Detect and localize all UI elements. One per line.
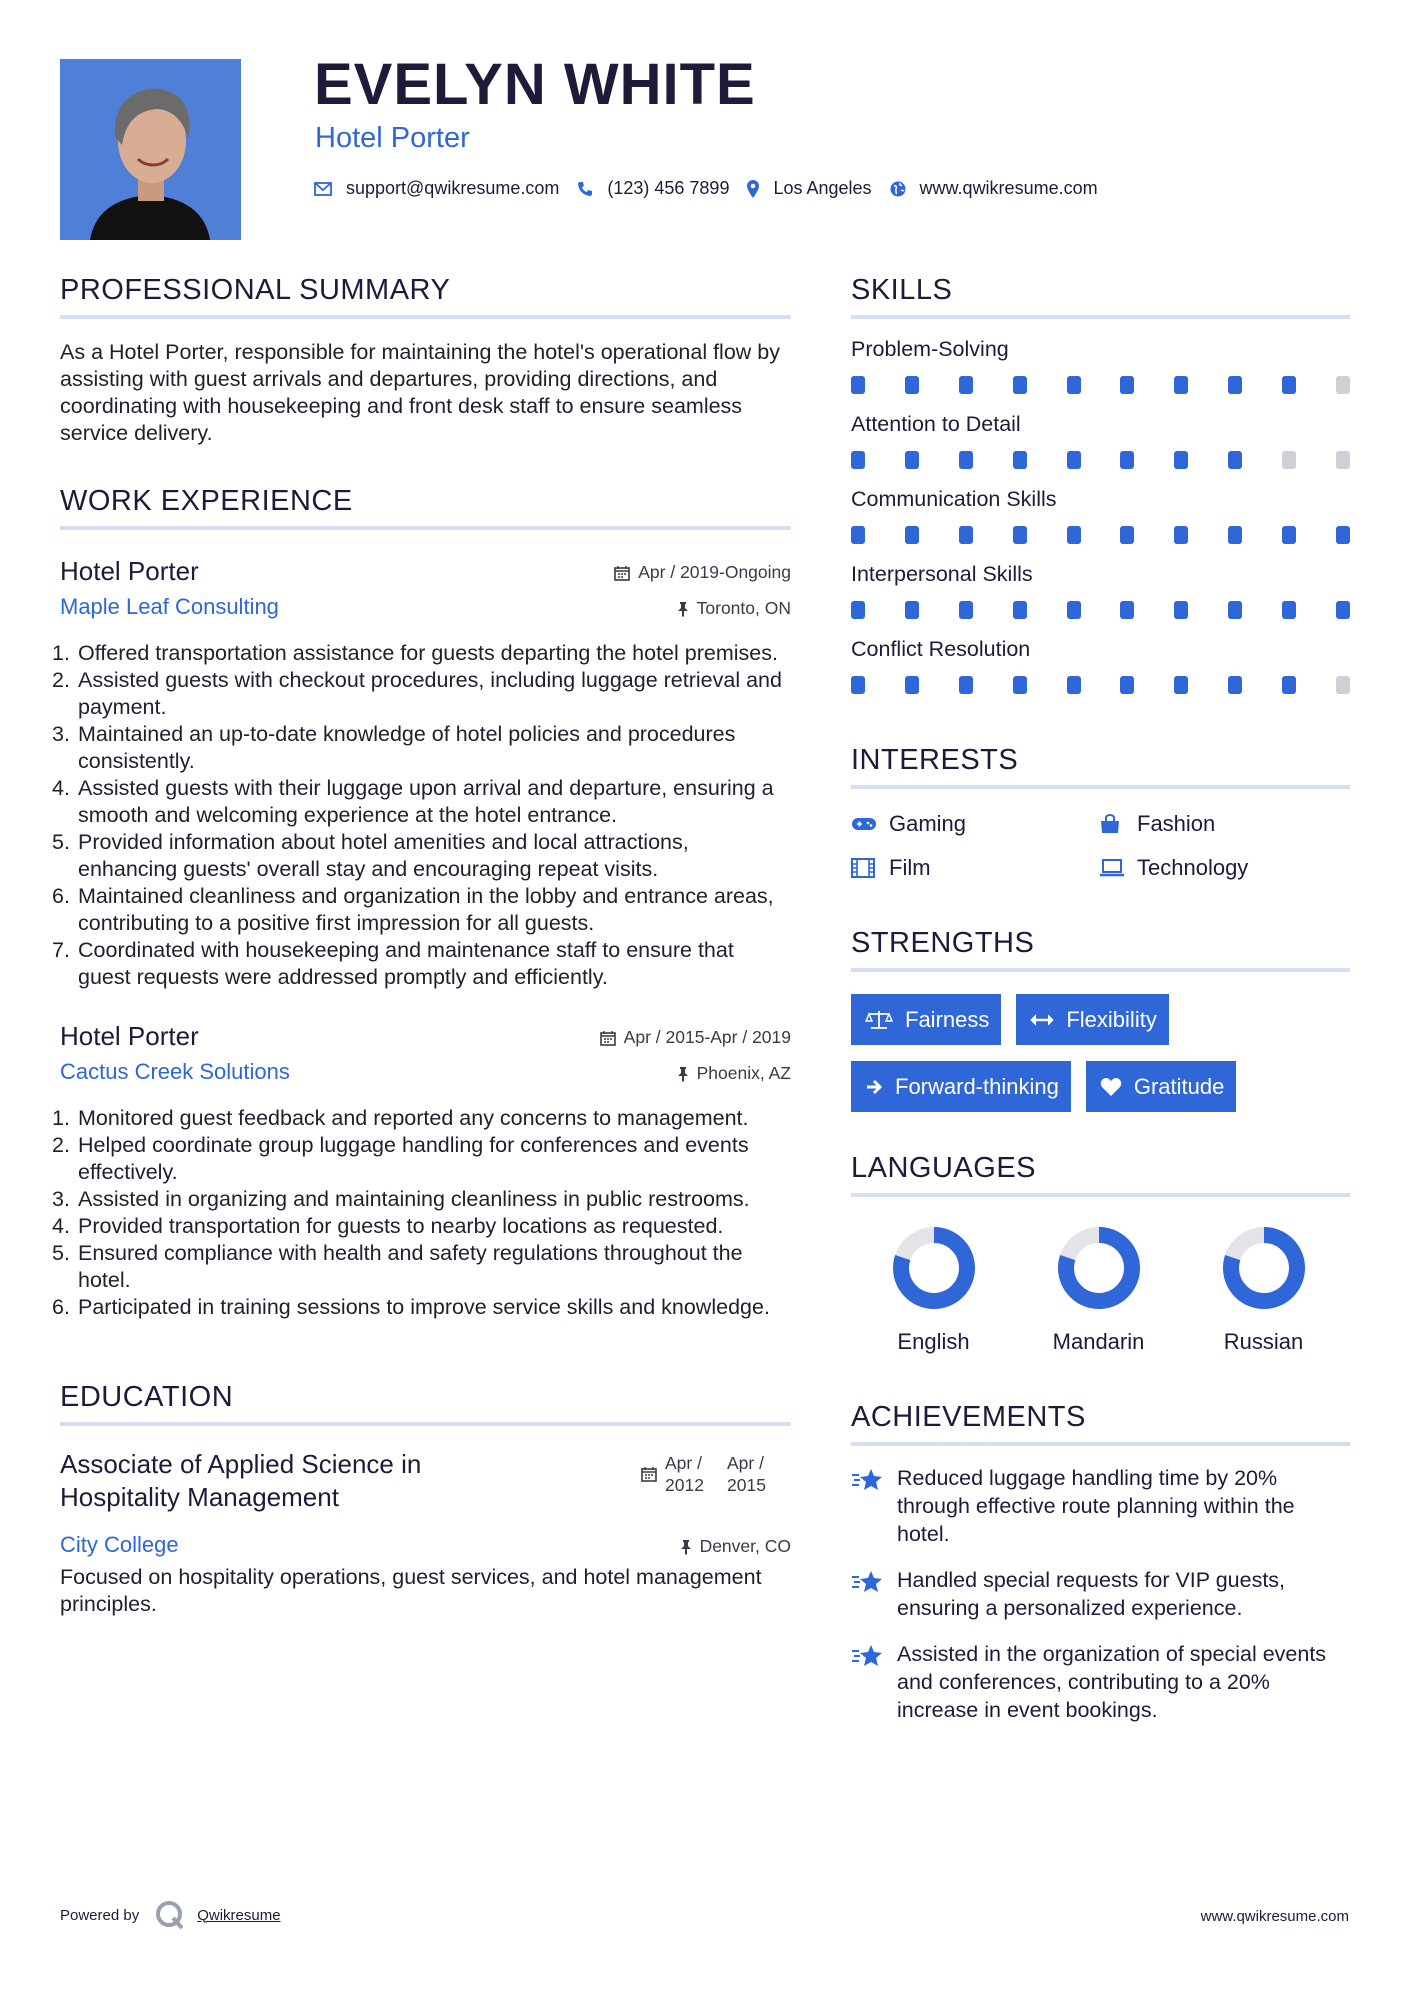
strength-badge (1016, 994, 1168, 1045)
rating-dot-filled (851, 676, 865, 694)
skill-name: Conflict Resolution (851, 637, 1031, 661)
envelope-icon (314, 182, 332, 196)
achievement-text: Reduced luggage handling time by 20% through effective route planning within the hotel. (897, 1466, 1295, 1546)
skill-name: Communication Skills (851, 487, 1057, 511)
strength-label: Flexibility (1066, 1006, 1157, 1032)
list-item: 7. Coordinated with housekeeping and maintenance staff to ensure that guest requests were addressed promptly and efficiently. (52, 938, 734, 989)
rating-dot-filled (1174, 676, 1188, 694)
skills-heading: SKILLS (851, 274, 1350, 319)
rating-dot-filled (959, 526, 973, 544)
rating-dot-filled (1120, 376, 1134, 394)
list-item: 2. Helped coordinate group luggage handling for conferences and events effectively. (52, 1133, 749, 1184)
rating-dot-filled (1228, 451, 1242, 469)
rating-dot-filled (1013, 451, 1027, 469)
achievement-item (851, 1566, 1350, 1622)
rating-dot-filled (1120, 601, 1134, 619)
calendar-icon (600, 1030, 616, 1046)
interests-heading: INTERESTS (851, 744, 1350, 789)
language-name: Russian (1223, 1329, 1304, 1354)
job-location (677, 598, 791, 619)
rating-dot-empty (1282, 451, 1296, 469)
rating-dot-filled (1174, 526, 1188, 544)
skill-item (851, 412, 1350, 469)
interest-label: Film (889, 855, 931, 880)
left-column (52, 274, 791, 1618)
skill-rating (851, 451, 1350, 469)
list-item: 1. Offered transportation assistance for guests departing the hotel premises. (52, 641, 778, 665)
laptop-icon (1099, 859, 1137, 877)
job-role: Hotel Porter (60, 1021, 199, 1051)
rating-dot-filled (905, 526, 919, 544)
interest-item (1099, 855, 1349, 881)
achievement-item (851, 1464, 1350, 1548)
star-icon (851, 1640, 897, 1724)
job-bullets (52, 1105, 791, 1321)
rating-dot-filled (1228, 526, 1242, 544)
rating-dot-filled (959, 376, 973, 394)
job-header (60, 556, 791, 640)
rating-dot-filled (959, 676, 973, 694)
strengths-heading: STRENGTHS (851, 927, 1350, 972)
rating-dot-filled (1228, 601, 1242, 619)
rating-dot-filled (1228, 676, 1242, 694)
summary-text: As a Hotel Porter, responsible for maintaining the hotel's operational flow by assisting with guest arrivals and departures, providing directions, and coordinating with housekeeping and front desk staff to ensure seamless service delivery. (60, 340, 780, 445)
skill-name: Attention to Detail (851, 412, 1021, 436)
balance-scale-icon (865, 1010, 893, 1030)
education-date-end: Apr / 2015 (727, 1453, 766, 1495)
film-icon (851, 858, 889, 878)
rating-dot-filled (1282, 376, 1296, 394)
summary-heading: PROFESSIONAL SUMMARY (60, 274, 791, 319)
gamepad-icon (851, 816, 889, 832)
rating-dot-filled (1013, 601, 1027, 619)
contact-website[interactable]: www.qwikresume.com (919, 178, 1098, 198)
pushpin-icon (680, 1539, 692, 1555)
skill-rating (851, 601, 1350, 619)
language-proficiency-ring (891, 1225, 977, 1311)
rating-dot-empty (1336, 676, 1350, 694)
rating-dot-filled (1228, 376, 1242, 394)
job-role: Hotel Porter (60, 556, 199, 586)
education-location (680, 1536, 791, 1557)
languages-heading: LANGUAGES (851, 1152, 1350, 1197)
job-location (677, 1063, 791, 1084)
interest-item (1099, 811, 1349, 837)
rating-dot-filled (1336, 526, 1350, 544)
list-item: 5. Provided information about hotel amenities and local attractions, enhancing guests' overall stay and encouraging repeat visits. (52, 830, 689, 881)
list-item: 1. Monitored guest feedback and reported any concerns to management. (52, 1106, 749, 1130)
experience-heading: WORK EXPERIENCE (60, 485, 791, 530)
list-item: 2. Assisted guests with checkout procedures, including luggage retrieval and payment. (52, 668, 782, 719)
skill-name: Problem-Solving (851, 337, 1009, 361)
pushpin-icon (677, 601, 689, 617)
education-description: Focused on hospitality operations, guest services, and hotel management principles. (60, 1565, 762, 1616)
strength-label: Fairness (905, 1006, 990, 1032)
strength-label: Forward-thinking (895, 1073, 1059, 1099)
rating-dot-filled (1067, 451, 1081, 469)
job-date (614, 562, 791, 583)
powered-by-label: Powered by (60, 1906, 140, 1924)
phone-icon (577, 181, 593, 197)
list-item: 5. Ensured compliance with health and safety regulations throughout the hotel. (52, 1241, 743, 1292)
job-location-text: Phoenix, AZ (696, 1063, 791, 1083)
arrows-horizontal-icon (1030, 1014, 1054, 1026)
skill-item (851, 487, 1350, 544)
skill-rating (851, 526, 1350, 544)
interest-label: Fashion (1137, 811, 1216, 836)
star-icon (851, 1566, 897, 1622)
rating-dot-filled (905, 451, 919, 469)
rating-dot-filled (1067, 526, 1081, 544)
rating-dot-filled (1120, 676, 1134, 694)
skill-rating (851, 376, 1350, 394)
rating-dot-filled (1013, 676, 1027, 694)
qwikresume-link[interactable]: Qwikresume (197, 1906, 281, 1924)
language-item (1181, 1225, 1346, 1355)
pushpin-icon (677, 1066, 689, 1082)
rating-dot-filled (1174, 451, 1188, 469)
job-header (60, 1021, 791, 1105)
rating-dot-filled (1282, 526, 1296, 544)
education-entry (60, 1448, 791, 1558)
skill-rating (851, 676, 1350, 694)
job-date-text: Apr / 2019-Ongoing (638, 562, 791, 582)
contact-bar (314, 178, 1116, 199)
rating-dot-filled (905, 376, 919, 394)
language-proficiency-ring (1221, 1225, 1307, 1311)
rating-dot-filled (1067, 676, 1081, 694)
skills-list (851, 337, 1350, 694)
rating-dot-empty (1336, 376, 1350, 394)
heart-icon (1100, 1077, 1122, 1097)
skill-item (851, 637, 1350, 694)
rating-dot-filled (1282, 601, 1296, 619)
list-item: 6. Maintained cleanliness and organization in the lobby and entrance areas, contributing to a positive first impression for all guests. (52, 884, 774, 935)
right-column (851, 274, 1350, 1724)
skill-name: Interpersonal Skills (851, 562, 1033, 586)
interest-label: Technology (1137, 855, 1249, 880)
rating-dot-filled (1282, 676, 1296, 694)
list-item: 6. Participated in training sessions to improve service skills and knowledge. (52, 1295, 770, 1319)
list-item: 4. Provided transportation for guests to nearby locations as requested. (52, 1214, 724, 1238)
list-item: 4. Assisted guests with their luggage upon arrival and departure, ensuring a smooth and welcoming experience at the hotel entrance. (52, 776, 774, 827)
qwikresume-logo-icon (155, 1900, 185, 1930)
footer-website[interactable]: www.qwikresume.com (1200, 1908, 1349, 1925)
rating-dot-filled (959, 601, 973, 619)
rating-dot-filled (1174, 376, 1188, 394)
rating-dot-filled (851, 451, 865, 469)
education-heading: EDUCATION (60, 1381, 791, 1426)
achievement-text: Handled special requests for VIP guests, ensuring a personalized experience. (897, 1568, 1286, 1620)
rating-dot-filled (905, 676, 919, 694)
rating-dot-filled (851, 376, 865, 394)
language-name: Mandarin (1052, 1329, 1145, 1354)
shopping-bag-icon (1099, 814, 1137, 834)
job-bullets (52, 640, 791, 991)
interests-list (851, 811, 1350, 881)
rating-dot-filled (1120, 526, 1134, 544)
achievement-item (851, 1640, 1350, 1724)
calendar-icon (614, 565, 630, 581)
language-proficiency-ring (1056, 1225, 1142, 1311)
job-company: Cactus Creek Solutions (60, 1059, 290, 1084)
rating-dot-filled (1336, 601, 1350, 619)
rating-dot-filled (1174, 601, 1188, 619)
job-date-text: Apr / 2015-Apr / 2019 (623, 1027, 791, 1047)
candidate-name: EVELYN WHITE (314, 52, 756, 117)
strengths-list (851, 994, 1350, 1112)
list-item: 3. Assisted in organizing and maintaining cleanliness in public restrooms. (52, 1187, 750, 1211)
rating-dot-filled (851, 601, 865, 619)
list-item: 3. Maintained an up-to-date knowledge of hotel policies and procedures consistently. (52, 722, 736, 773)
rating-dot-filled (851, 526, 865, 544)
rating-dot-filled (905, 601, 919, 619)
globe-icon (890, 181, 906, 197)
education-location-text: Denver, CO (699, 1536, 791, 1556)
education-date (641, 1452, 777, 1496)
skill-item (851, 337, 1350, 394)
candidate-title: Hotel Porter (315, 122, 470, 154)
languages-list (851, 1225, 1350, 1355)
arrow-right-icon (865, 1078, 883, 1096)
footer-powered-by (60, 1900, 281, 1930)
education-school: City College (60, 1532, 179, 1557)
rating-dot-filled (1013, 376, 1027, 394)
rating-dot-filled (1067, 376, 1081, 394)
contact-phone[interactable]: (123) 456 7899 (607, 178, 730, 198)
rating-dot-filled (959, 451, 973, 469)
rating-dot-filled (1120, 451, 1134, 469)
interest-label: Gaming (889, 811, 967, 836)
education-degree: Associate of Applied Science in Hospitality Management (60, 1449, 422, 1512)
achievements-heading: ACHIEVEMENTS (851, 1401, 1350, 1446)
star-icon (851, 1464, 897, 1548)
education-date-start: Apr / 2012 (665, 1453, 704, 1495)
job-date (600, 1027, 791, 1048)
language-item (851, 1225, 1016, 1355)
person-portrait-icon (60, 59, 241, 240)
achievements-list (851, 1464, 1350, 1724)
strength-badge (851, 994, 1001, 1045)
calendar-icon (641, 1466, 657, 1482)
strength-badge (851, 1061, 1071, 1112)
achievement-text: Assisted in the organization of special events and conferences, contributing to a 20% increase in event bookings. (897, 1642, 1327, 1722)
contact-location: Los Angeles (773, 178, 872, 198)
skill-item (851, 562, 1350, 619)
map-pin-icon (747, 180, 759, 198)
interest-item (851, 811, 1099, 837)
rating-dot-filled (1013, 526, 1027, 544)
job-entry (52, 556, 791, 991)
rating-dot-empty (1336, 451, 1350, 469)
language-item (1016, 1225, 1181, 1355)
strength-badge (1086, 1061, 1237, 1112)
language-name: English (897, 1329, 970, 1354)
contact-email[interactable]: support@qwikresume.com (346, 178, 560, 198)
job-location-text: Toronto, ON (696, 598, 791, 618)
profile-photo (60, 59, 241, 240)
job-entry (52, 1021, 791, 1321)
interest-item (851, 855, 1099, 881)
job-company: Maple Leaf Consulting (60, 594, 279, 619)
rating-dot-filled (1067, 601, 1081, 619)
strength-label: Gratitude (1133, 1073, 1225, 1099)
